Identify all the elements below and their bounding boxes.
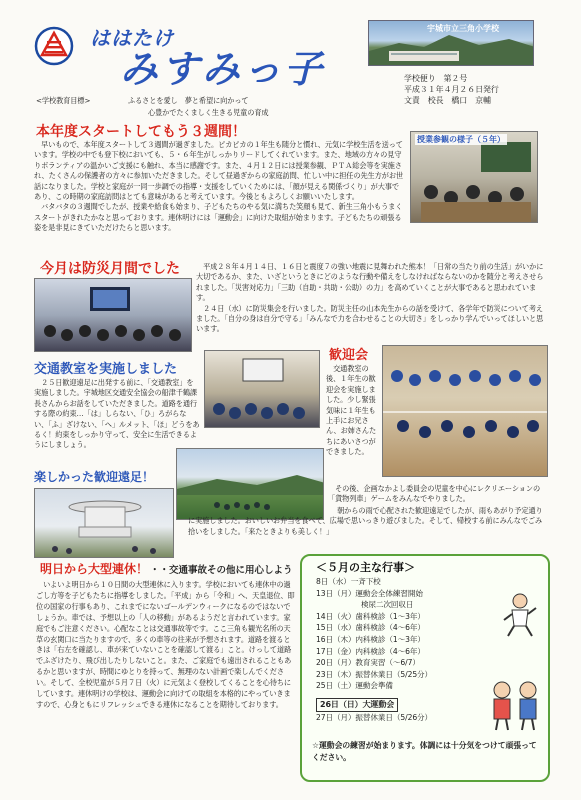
event-item: 8日（水）一斉下校 [316, 577, 381, 586]
welcome-party-photo [382, 345, 548, 477]
section-title-start: 本年度スタートしてもう３週間！ [36, 124, 246, 140]
excursion-monument-photo [34, 488, 174, 558]
masthead [28, 18, 556, 118]
school-goal-line2: 心豊かでたくましく生きる児童の育成 [148, 108, 269, 117]
masthead-kicker: ははたけ [90, 26, 174, 50]
events-note: ☆運動会の練習が始まります。体調には十分気をつけて頑張ってください。 [312, 741, 537, 762]
section-body-excursion: 朝からの雨で心配された歓迎遠足でしたが、雨もあがり予定通りに実施しました。おいしいお弁当を食べて、広場で思いっきり遊びました。そして、帰校する前にみんなでごみ拾いをしました。「来たときよりも美しく！」 [188, 506, 543, 536]
section-subtitle-holiday: ・・交通事故その他に用心しよう [150, 565, 293, 576]
event-item: 23日（木）振替休業日（5/25分） [316, 669, 433, 679]
section-body-welcome: 交通教室の後、１年生の歓迎会を実施しました。少し緊張気味に１年生も上手にお兄さん、お姉さんたちにあいさつができました。 [326, 364, 377, 457]
event-item: 検尿二次回収日 [316, 600, 414, 610]
issue-date: 平成３１年４月２６日発行 [404, 85, 499, 94]
section-body-disaster: 平成２８年４月１４日、１６日と震度７の強い地震に見舞われた熊本！「日常の当たり前の生活」がいかに大切であるか、また、いざというときにどのような行動や備えをしなければならないのかを随分と考えさせられました。「災害対応力」「三助（自助・共助・公助）の力」を高めていくことが大事であると思われています。 ２４日（水）に防災集会を行いました。防災主任の山本先生からの話を受けて、各学年で防災について考えました。「自分の身は自分で守る」「みんなで力を合わせることの大切さ」をしっかり学んでいってほしいと思います。 [196, 262, 544, 334]
event-item: 25日（土）運動会準備 [316, 681, 393, 691]
events-list [316, 576, 496, 724]
class-visit-photo [410, 131, 538, 223]
issue-number: 学校便り 第２号 [404, 74, 468, 83]
disaster-assembly-photo [34, 278, 192, 352]
event-item: 20日（月）教育実習（〜6/7） [316, 658, 420, 668]
issue-author: 文責 校長 橋口 京輔 [404, 96, 491, 105]
events-title: ＜５月の主な行事＞ [316, 561, 415, 574]
event-item: 14日（火）歯科検診（1〜3年） [316, 611, 425, 621]
school-photo [368, 20, 534, 66]
event-item: 27日（月）振替休業日（5/26分） [316, 712, 433, 722]
section-body-start: 早いもので、本年度スタートして３週間が過ぎました。ピカピカの１年生も随分と慣れ、元気に学校生活を送っています。学校の中でも登下校においても、５・６年生がしっかりリードしてくれています。また、地域の方々の見守りボランティアの温かいご支援にも触れ、本当に感謝です。また、４月１２日には授業参観、ＰＴＡ総会等を実施され、たくさんの保護者の方々に参加いただきました。そして昼過ぎからの家庭訪問、忙しい中に担任の先生方がお世話になりました。学校と家庭が一同一歩調での指導・支援をしていくためには、「顔が見える関係づくり」が大事であり、この時期の家庭訪問はとても意味があると考えています。今後ともよろしくお願いいたします。 バタバタの３週間でしたが、授業や給食も始まり、子どもたちのやる気に満ちた笑顔も見て、新生三角小もうまくスタートがきれたかなと思っております。連休明けには「運動会」に向けた取組が始まります。子どもたちの頑張る姿を是非見にきていただけたらと思います。 [34, 140, 403, 233]
class-visit-photo-caption: 授業参観の様子（５年） [417, 135, 505, 144]
section-body-welcome-2: その後、企画なかよし委員会の児童を中心にレクリエーションの「貨物列車」ゲームをみんなでやりました。 [328, 484, 541, 504]
traffic-class-photo [204, 350, 320, 428]
section-title-welcome: 歓迎会 [329, 348, 369, 363]
section-title-disaster: 今月は防災月間でした [40, 261, 180, 277]
children-illustration-icon [486, 678, 544, 732]
school-goal-line1: ふるさとを愛し 夢と希望に向かって [128, 96, 249, 105]
event-item: 17日（金）内科検診（4〜6年） [316, 646, 425, 656]
section-body-traffic: ２５日歓迎遠足に出発する前に、「交通教室」を実施しました。宇城地区交通安全協会の船津千鶴課長さんからお話をしていただきました。道路を通行する際の約束…「は」しらない、「ひ」ろがらない、「ふ」ざけない、「へ」ルメット、「ほ」どうをあるく！約束をしっかり守って、安全に生活できるようにしましょう。 [34, 378, 200, 450]
event-item-highlight: 26日（日）大運動会 [316, 698, 398, 712]
section-title-excursion: 楽しかった歓迎遠足！ [34, 470, 155, 484]
school-photo-caption: 宇城市立三角小学校 [427, 24, 499, 33]
event-item: 15日（水）歯科検診（4〜6年） [316, 623, 425, 633]
events-box [300, 554, 550, 782]
school-goal-label: <学校教育目標> [36, 96, 91, 105]
section-title-traffic: 交通教室を実施しました [34, 362, 178, 377]
event-item: 13日（月）運動会全体練習開始 [316, 588, 423, 598]
school-emblem-icon [34, 26, 74, 66]
runner-illustration-icon [498, 592, 542, 638]
masthead-title: みすみっ子 [120, 47, 326, 91]
section-body-holiday: いよいよ明日から１０日間の大型連休に入ります。学校においても連休中の過ごし方等を子どもたちに指導をしました。「平成」から「令和」へ、天皇退位、即位の国家の行事もあり、これまでにないゴールデンウィークになるのではないでしょうか。車では、予想以上の「人の移動」があるようだと言われています。家庭でもご注意ください。心配なことは交通事故等です。ここ三角も観光名所の天草の玄関口に当たりますので、多くの車等の往来が予想されます。道路を渡るときは「右左を確認し、車が来ていないことを確認して渡る」こと。けっして道路でふざけたり、飛び出したりしないこと。また、ご家庭でも遠出されることもあるかと思いますが、時間にゆとりを持って、無理のない計画で楽しんでください。そして、全校児童が５月７日（火）に元気よく登校してくることを心待ちにしています。連休明けの学校は、運動会に向けての取組を本格的にやっていきますので、心身ともにリフレッシュできる連休になることを期待しております。 [36, 580, 295, 709]
section-title-holiday: 明日から大型連休！ [40, 562, 149, 576]
event-item: 16日（木）内科検診（1〜3年） [316, 634, 425, 644]
